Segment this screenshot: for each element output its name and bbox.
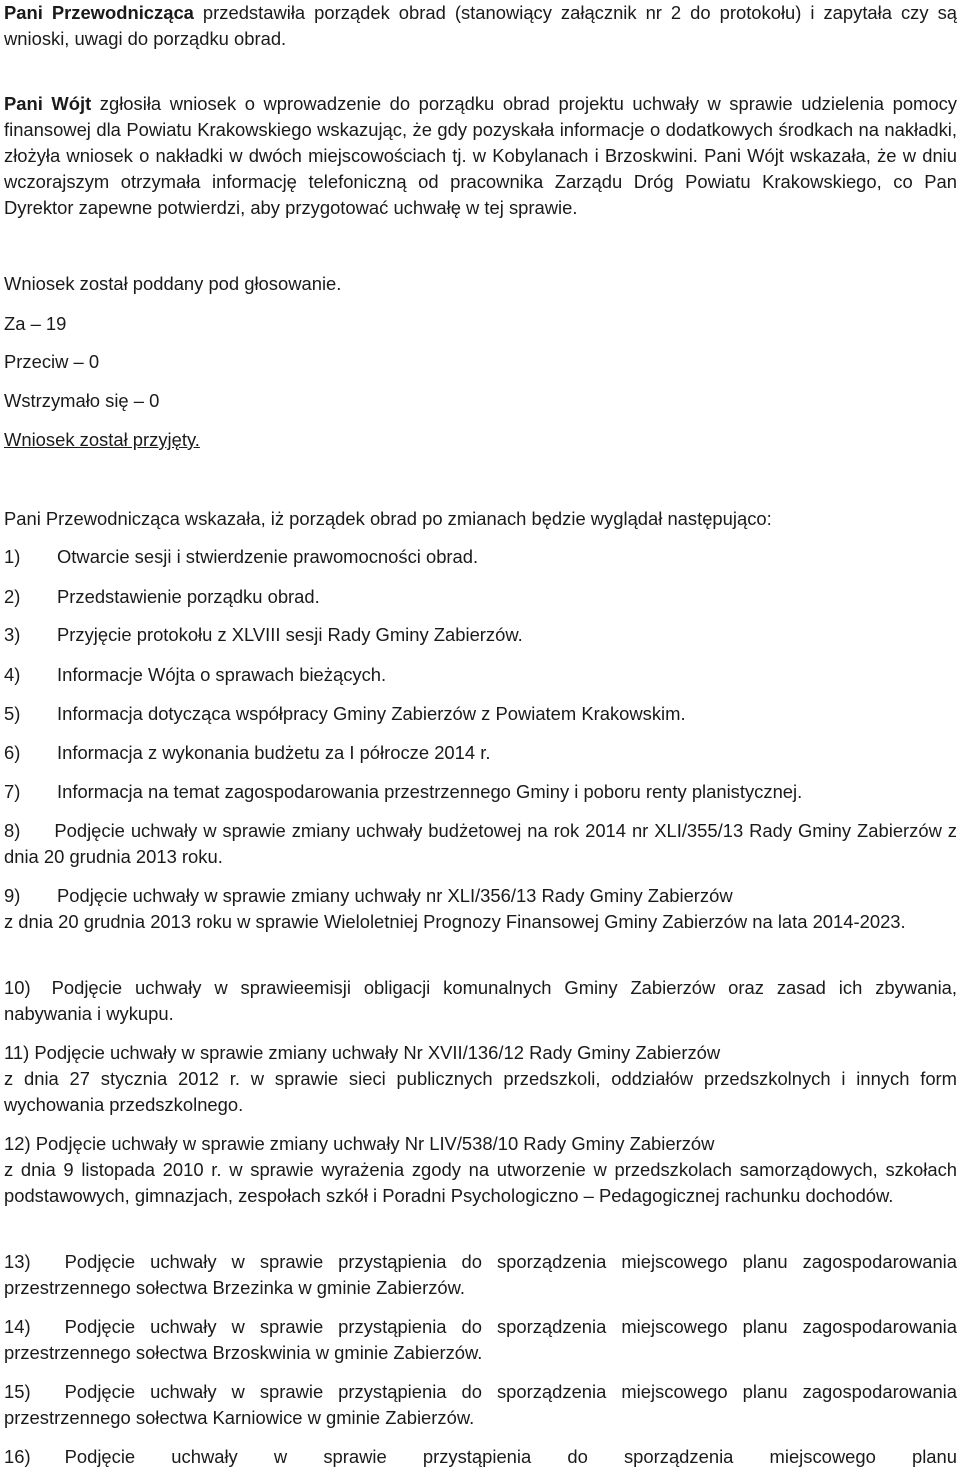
agenda-item-text: Podjęcie uchwały w sprawie zmiany uchwały nr XLI/356/13 Rady Gminy Zabierzów: [57, 885, 733, 906]
vote-against: Przeciw – 0: [4, 351, 100, 372]
agenda-item-number: 14): [4, 1316, 31, 1337]
agenda-item: [4, 883, 957, 935]
agenda-item-text: Przedstawienie porządku obrad.: [57, 586, 320, 607]
agenda-item-text: Podjęcie uchwały w sprawie zmiany uchwały budżetowej na rok 2014 nr XLI/355/13 Rady Gminy Zabierzów z dnia 20 grudnia 2013 roku.: [4, 820, 957, 867]
agenda-item-number: 13): [4, 1251, 31, 1272]
agenda-item-number: 4): [4, 664, 21, 685]
intro-paragraph: [4, 0, 957, 52]
agenda-item-continuation: z dnia 9 listopada 2010 r. w sprawie wyrażenia zgody na utworzenie w przedszkolach samorządowych, szkołach podstawowych, gimnazjach, zespołach szkół i Poradni Psychologiczno – Pedagogicznej rachunku dochodów.: [4, 1159, 957, 1206]
agenda-intro: Pani Przewodnicząca wskazała, iż porządek obrad po zmianach będzie wyglądał następująco:: [4, 508, 772, 529]
agenda-item: [4, 1040, 957, 1118]
vote-intro: Wniosek został poddany pod głosowanie.: [4, 273, 342, 294]
wojt-text: zgłosiła wniosek o wprowadzenie do porządku obrad projektu uchwały w sprawie udzielenia pomocy finansowej dla Powiatu Krakowskiego wskazując, że gdy pozyskała informacje o dodatkowych środkach na nakładki, złożyła wniosek o nakładki w dwóch miejscowościach tj. w Kobylanach i Brzoskwini. Pani Wójt wskazała, że w dniu wczorajszym otrzymała informację telefoniczną od pracownika Zarządu Dróg Powiatu Krakowskiego, co Pan Dyrektor zapewne potwierdzi, aby przygotować uchwałę w tej sprawie.: [4, 93, 957, 218]
agenda-item-text: Podjęcie uchwały w sprawie przystąpienia do sporządzenia miejscowego planu zagospodarowania przestrzennego sołectwa Brzoskwinia w gminie Zabierzów.: [4, 1316, 957, 1363]
wojt-speaker: Pani Wójt: [4, 93, 92, 114]
agenda-item-text: Podjęcie uchwały w sprawieemisji obligacji komunalnych Gminy Zabierzów oraz zasad ich zbywania, nabywania i wykupu.: [4, 977, 957, 1024]
agenda-item-number: 8): [4, 820, 21, 841]
vote-for: Za – 19: [4, 313, 67, 334]
agenda-item: [4, 740, 957, 766]
agenda-item-number: 1): [4, 546, 21, 567]
agenda-item-number: 16): [4, 1446, 31, 1467]
agenda-item-number: 2): [4, 586, 21, 607]
agenda-item: [4, 818, 957, 870]
agenda-item-text: Informacja na temat zagospodarowania przestrzennego Gminy i poboru renty planistycznej.: [57, 781, 803, 802]
agenda-item-continuation: z dnia 20 grudnia 2013 roku w sprawie Wieloletniej Prognozy Finansowej Gminy Zabierzów na lata 2014-2023.: [4, 911, 906, 932]
agenda-item: [4, 1379, 957, 1431]
agenda-item: [4, 779, 957, 805]
intro-speaker: Pani Przewodnicząca: [4, 2, 194, 23]
agenda-item: [4, 584, 957, 610]
wojt-paragraph: [4, 91, 957, 221]
agenda-item: [4, 544, 957, 570]
agenda-item-number: 3): [4, 624, 21, 645]
agenda-item: [4, 701, 957, 727]
agenda-item-number: 10): [4, 977, 31, 998]
agenda-item-text: Informacja z wykonania budżetu za I półrocze 2014 r.: [57, 742, 491, 763]
agenda-item-text: Podjęcie uchwały w sprawie przystąpienia do sporządzenia miejscowego planu zagospodarowania przestrzennego sołectwa Karniowice w gminie Zabierzów.: [4, 1381, 957, 1428]
agenda-item: [4, 1249, 957, 1301]
agenda-item: [4, 622, 957, 648]
agenda-item-text: Przyjęcie protokołu z XLVIII sesji Rady Gminy Zabierzów.: [57, 624, 523, 645]
agenda-item-first-line: [4, 883, 957, 909]
agenda-item-number: 5): [4, 703, 21, 724]
agenda-item-text: Podjęcie uchwały w sprawie zmiany uchwały Nr XVII/136/12 Rady Gminy Zabierzów: [34, 1042, 721, 1063]
agenda-item-text: Informacja dotycząca współpracy Gminy Zabierzów z Powiatem Krakowskim.: [57, 703, 686, 724]
agenda-item-text: Otwarcie sesji i stwierdzenie prawomocności obrad.: [57, 546, 479, 567]
agenda-item-first-line: [4, 1040, 957, 1066]
agenda-item: [4, 1444, 957, 1470]
agenda-item-number: 6): [4, 742, 21, 763]
agenda-item-text: Podjęcie uchwały w sprawie przystąpienia do sporządzenia miejscowego planu: [64, 1446, 957, 1467]
agenda-item-number: 15): [4, 1381, 31, 1402]
agenda-item-first-line: [4, 1131, 957, 1157]
agenda-item-text: Informacje Wójta o sprawach bieżących.: [57, 664, 387, 685]
agenda-item-number: 9): [4, 885, 21, 906]
agenda-item-continuation: z dnia 27 stycznia 2012 r. w sprawie sieci publicznych przedszkoli, oddziałów przedszkolnych i innych form wychowania przedszkolnego.: [4, 1068, 957, 1115]
agenda-item: [4, 975, 957, 1027]
agenda-item-number: 7): [4, 781, 21, 802]
agenda-item: [4, 1131, 957, 1209]
vote-result: Wniosek został przyjęty.: [4, 429, 200, 450]
agenda-item-number: 11): [4, 1042, 30, 1063]
agenda-item-number: 12): [4, 1133, 31, 1154]
intro-text: przedstawiła porządek obrad (stanowiący załącznik nr 2 do protokołu) i zapytała czy są wnioski, uwagi do porządku obrad.: [4, 2, 957, 49]
agenda-item: [4, 662, 957, 688]
agenda-item: [4, 1314, 957, 1366]
vote-abstain: Wstrzymało się – 0: [4, 390, 160, 411]
agenda-item-text: Podjęcie uchwały w sprawie przystąpienia do sporządzenia miejscowego planu zagospodarowania przestrzennego sołectwa Brzezinka w gminie Zabierzów.: [4, 1251, 957, 1298]
agenda-item-text: Podjęcie uchwały w sprawie zmiany uchwały Nr LIV/538/10 Rady Gminy Zabierzów: [35, 1133, 715, 1154]
